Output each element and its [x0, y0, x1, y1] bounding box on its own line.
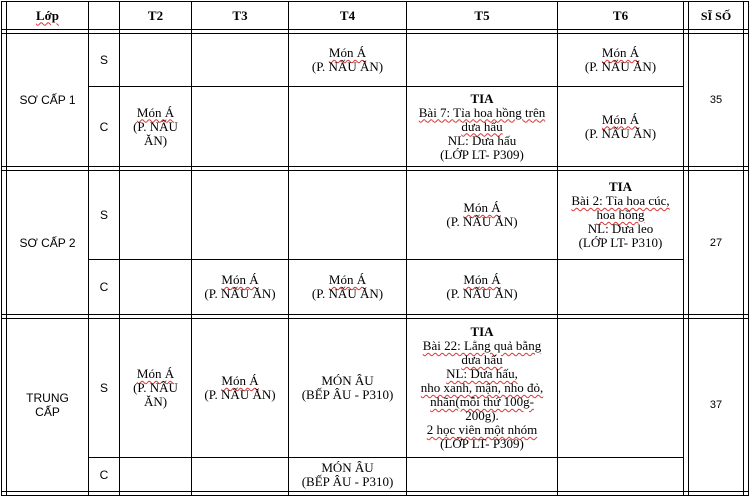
header-t6	[558, 2, 683, 29]
schedule-entry	[289, 458, 406, 491]
class-name: SƠ CẤP 1	[19, 93, 76, 107]
entry-line: Món Á	[601, 111, 640, 127]
entry-line: NL: Dưa leo	[587, 221, 654, 236]
schedule-entry	[407, 319, 557, 457]
entry-line: Món Á	[328, 45, 367, 60]
session-s	[89, 34, 119, 86]
grid-line	[1, 495, 749, 496]
entry-line: (P. NẤU ĂN)	[204, 286, 276, 301]
session-label: S	[99, 53, 108, 67]
entry-line: Bài 7: Tỉa hoa hồng trên	[418, 104, 546, 120]
entry-line: (BẾP ÂU - P310)	[301, 387, 394, 402]
schedule-entry	[289, 319, 406, 457]
header-t6-text: T6	[612, 7, 629, 23]
header-t5	[407, 2, 557, 29]
entry-line: TIA	[608, 179, 633, 194]
entry-line: Món Á	[328, 272, 367, 287]
schedule-entry	[558, 87, 683, 166]
schedule-entry	[192, 319, 288, 457]
entry-line: (LỚP LT- P310)	[578, 235, 663, 250]
header-lop-text: Lớp	[35, 7, 60, 23]
grid-line	[743, 1, 744, 496]
entry-line: TIA	[470, 90, 494, 106]
entry-line: (P. NẤU ĂN)	[584, 125, 657, 141]
entry-line: Món Á	[221, 272, 259, 287]
entry-line: TIA	[470, 324, 494, 339]
entry-line: (P. NẤU ĂN)	[446, 286, 518, 301]
session-label: S	[99, 208, 108, 222]
entry-line: dưa hấu	[461, 118, 503, 134]
header-t2-text: T2	[147, 7, 164, 23]
entry-line: (P. NẤU ĂN)	[446, 214, 518, 229]
entry-line: hoa hồng	[596, 207, 645, 222]
header-t4-text: T4	[339, 7, 356, 23]
class-name: TRUNG	[26, 391, 69, 405]
grid-line	[1, 166, 749, 167]
session-label: C	[99, 467, 109, 482]
schedule-entry	[120, 319, 191, 457]
schedule-entry	[192, 260, 288, 314]
session-label: S	[99, 381, 108, 395]
entry-line: 200g).	[465, 408, 499, 423]
session-label: C	[99, 119, 109, 134]
entry-line: nhãn(mỗi thứ 100g-	[430, 394, 534, 409]
session-label: C	[99, 280, 109, 294]
entry-line: (LỚP LT- P309)	[440, 146, 524, 162]
entry-line: (BẾP ÂU - P310)	[301, 473, 394, 489]
entry-line: (P. NẤU ĂN)	[311, 286, 384, 301]
class-count-text: 37	[709, 399, 723, 411]
entry-line: (P. NẤU	[133, 118, 178, 134]
entry-line: (P. NẤU ĂN)	[584, 59, 657, 74]
entry-line: (P. NẤU	[133, 380, 178, 395]
entry-line: 2 học viên một nhóm	[426, 422, 538, 437]
class-name: CẤP	[35, 405, 60, 419]
entry-line: dưa hấu	[461, 352, 503, 367]
grid-line	[1, 491, 749, 492]
session-c	[89, 458, 119, 491]
header-t3	[192, 2, 288, 29]
grid-line	[683, 1, 684, 496]
entry-line: Bài 2: Tỉa hoa cúc,	[571, 193, 670, 208]
class-so-cap-2	[7, 171, 88, 314]
schedule-entry	[558, 171, 683, 259]
grid-line	[1, 29, 749, 30]
header-lop	[7, 2, 88, 29]
schedule-entry	[407, 260, 557, 314]
entry-line: ĂN)	[143, 132, 168, 148]
schedule-entry	[289, 34, 406, 86]
entry-line: ĂN)	[143, 394, 168, 409]
entry-line: (P. NẤU ĂN)	[311, 59, 384, 74]
class-count	[689, 34, 743, 166]
entry-line: NL: Dưa hấu	[447, 132, 517, 148]
header-si-so-text: SĨ SỐ	[700, 8, 732, 23]
session-c	[89, 87, 119, 166]
entry-line: MÓN ÂU	[321, 373, 374, 388]
entry-line: Món Á	[463, 200, 501, 215]
grid-line	[1, 314, 749, 315]
entry-line: Món Á	[601, 45, 640, 60]
header-t2	[120, 2, 191, 29]
class-count-text: 27	[709, 236, 723, 249]
header-t4	[289, 2, 406, 29]
entry-line: NL: Dưa hấu,	[446, 366, 518, 381]
class-name: SƠ CẤP 2	[19, 235, 76, 250]
entry-line: Món Á	[221, 373, 259, 388]
schedule-entry	[558, 34, 683, 86]
schedule-entry	[407, 171, 557, 259]
class-count-text: 35	[709, 94, 723, 106]
entry-line: (P. NẤU ĂN)	[204, 387, 276, 402]
header-t3-text: T3	[232, 7, 248, 23]
entry-line: Bài 22: Lẳng quả bằng	[422, 338, 542, 353]
entry-line: (LỚP LT- P309)	[440, 436, 524, 451]
entry-line: Món Á	[463, 272, 501, 287]
session-s	[89, 171, 119, 259]
class-count	[689, 319, 743, 491]
grid-line	[1, 1, 2, 496]
session-c	[89, 260, 119, 314]
entry-line: Món Á	[136, 366, 175, 381]
class-so-cap-1	[7, 34, 88, 166]
schedule-entry	[407, 87, 557, 166]
schedule-entry	[120, 87, 191, 166]
schedule-entry	[289, 260, 406, 314]
session-s	[89, 319, 119, 457]
grid-line	[748, 1, 749, 496]
header-t5-text: T5	[474, 7, 490, 23]
class-trung-cap	[7, 319, 88, 491]
entry-line: MÓN ÂU	[321, 459, 374, 475]
header-si-so	[689, 2, 743, 29]
class-count	[689, 171, 743, 314]
entry-line: Món Á	[136, 104, 175, 120]
entry-line: nho xanh, mận, nho đỏ,	[420, 380, 544, 395]
